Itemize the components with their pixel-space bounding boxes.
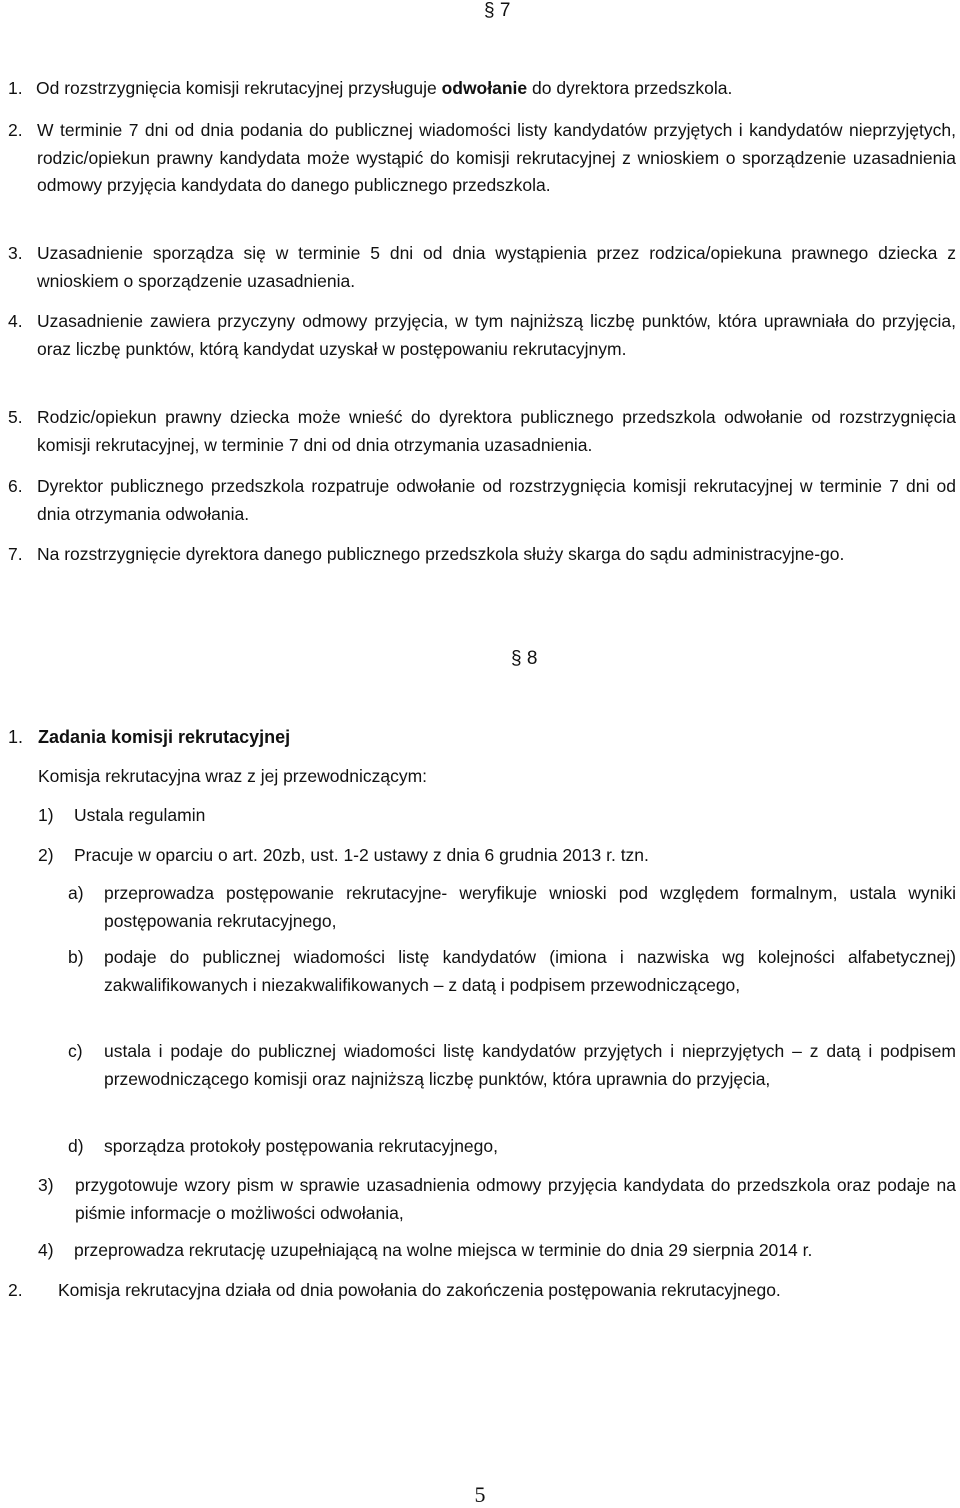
item-number: 6. bbox=[8, 476, 23, 496]
item-number: 2. bbox=[8, 120, 23, 140]
section-8-heading: § 8 bbox=[511, 648, 538, 669]
subtask-letter: d) bbox=[68, 1136, 84, 1156]
subtask-text: przeprowadza postępowanie rekrutacyjne- weryfikuje wnioski pod względem formalnym, ustala wyniki postępowania rekrutacyjnego, bbox=[104, 883, 956, 931]
subtask-text: podaje do publicznej wiadomości listę kandydatów (imiona i nazwiska wg kolejności alfabetycznej) zakwalifikowanych i niezakwalifikowanych – z datą i podpisem przewodniczącego, bbox=[104, 947, 956, 995]
subtask-letter: c) bbox=[68, 1041, 83, 1061]
section-8-item-1-title-row bbox=[8, 724, 290, 751]
item-text: Komisja rekrutacyjna działa od dnia powołania do zakończenia postępowania rekrutacyjnego. bbox=[58, 1280, 781, 1300]
task-number: 4) bbox=[38, 1240, 54, 1260]
page-number: 5 bbox=[474, 1482, 486, 1507]
task-2 bbox=[38, 842, 649, 869]
section-7-item-2 bbox=[8, 117, 956, 200]
item-text: Na rozstrzygnięcie dyrektora danego publicznego przedszkola służy skarga do sądu administracyjne-go. bbox=[37, 544, 845, 564]
item-text-after: do dyrektora przedszkola. bbox=[527, 78, 733, 98]
item-text: W terminie 7 dni od dnia podania do publicznej wiadomości listy kandydatów przyjętych i kandydatów nieprzyjętych, rodzic/opiekun prawny kandydata może wystąpić do komisji rekrutacyjnej z wnioskiem o sporządzenie uzasadnienia odmowy przyjęcia kandydata do danego publicznego przedszkola. bbox=[37, 120, 956, 195]
task-text: przygotowuje wzory pism w sprawie uzasadnienia odmowy przyjęcia kandydata do przedszkola oraz podaje na piśmie informacje o możliwości odwołania, bbox=[75, 1175, 956, 1223]
task-number: 3) bbox=[38, 1175, 54, 1195]
item-title: Zadania komisji rekrutacyjnej bbox=[38, 727, 291, 747]
subtask-b bbox=[68, 944, 956, 999]
section-7-item-1 bbox=[8, 75, 956, 102]
section-7-item-7 bbox=[8, 541, 956, 569]
subtask-letter: b) bbox=[68, 947, 84, 967]
section-7-item-4 bbox=[8, 308, 956, 363]
item-text: Dyrektor publicznego przedszkola rozpatruje odwołanie od rozstrzygnięcia komisji rekrutacyjnej w terminie 7 dni od dnia otrzymania odwołania. bbox=[37, 476, 956, 524]
subtask-text: ustala i podaje do publicznej wiadomości listę kandydatów przyjętych i nieprzyjętych – z datą i podpisem przewodniczącego komisji oraz najniższą liczbę punktów, która uprawnia do przyjęcia, bbox=[104, 1041, 956, 1089]
section-7-heading: § 7 bbox=[484, 0, 511, 21]
section-7-item-5 bbox=[8, 404, 956, 459]
task-4 bbox=[38, 1237, 812, 1264]
item-number: 5. bbox=[8, 407, 23, 427]
item-number: 1. bbox=[8, 727, 24, 747]
item-number: 3. bbox=[8, 243, 23, 263]
subtask-c bbox=[68, 1038, 956, 1093]
task-text: przeprowadza rekrutację uzupełniającą na wolne miejsca w terminie do dnia 29 sierpnia 2014 r. bbox=[74, 1240, 813, 1260]
committee-intro: Komisja rekrutacyjna wraz z jej przewodniczącym: bbox=[38, 766, 428, 786]
task-number: 1) bbox=[38, 805, 54, 825]
item-text-before: Od rozstrzygnięcia komisji rekrutacyjnej przysługuje bbox=[36, 78, 442, 98]
section-8-item-2 bbox=[8, 1277, 781, 1304]
subtask-letter: a) bbox=[68, 883, 84, 903]
item-text: Rodzic/opiekun prawny dziecka może wnieść do dyrektora publicznego przedszkola odwołanie od rozstrzygnięcia komisji rekrutacyjnej, w terminie 7 dni od dnia otrzymania uzasadnienia. bbox=[37, 407, 956, 455]
task-text: Ustala regulamin bbox=[74, 805, 206, 825]
section-7-item-3 bbox=[8, 240, 956, 295]
task-1 bbox=[38, 802, 205, 829]
section-7-item-6 bbox=[8, 473, 956, 528]
subtask-a bbox=[68, 880, 956, 935]
task-number: 2) bbox=[38, 845, 54, 865]
subtask-d bbox=[68, 1133, 498, 1160]
task-text: Pracuje w oparciu o art. 20zb, ust. 1-2 ustawy z dnia 6 grudnia 2013 r. tzn. bbox=[74, 845, 649, 865]
item-number: 4. bbox=[8, 311, 23, 331]
subtask-text: sporządza protokoły postępowania rekrutacyjnego, bbox=[104, 1136, 498, 1156]
item-number: 1. bbox=[8, 78, 23, 98]
task-3 bbox=[38, 1172, 956, 1227]
item-number: 2. bbox=[8, 1280, 23, 1300]
item-text: Uzasadnienie sporządza się w terminie 5 dni od dnia wystąpienia przez rodzica/opiekuna prawnego dziecka z wnioskiem o sporządzenie uzasadnienia. bbox=[37, 243, 956, 291]
item-text: Uzasadnienie zawiera przyczyny odmowy przyjęcia, w tym najniższą liczbę punktów, która uprawniała do przyjęcia, oraz liczbę punktów, którą kandydat uzyskał w postępowaniu rekrutacyjnym. bbox=[37, 311, 956, 359]
item-number: 7. bbox=[8, 544, 23, 564]
item-text-bold: odwołanie bbox=[441, 78, 528, 98]
